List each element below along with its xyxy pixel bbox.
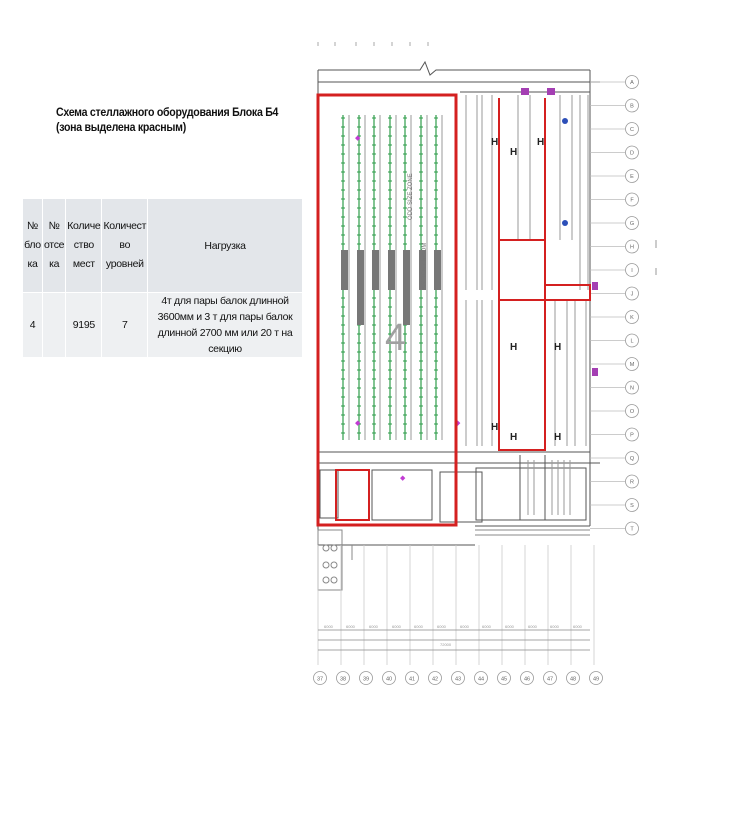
- svg-text:6000: 6000: [482, 624, 491, 629]
- svg-text:40: 40: [385, 676, 393, 683]
- block-4-outline: [318, 95, 456, 525]
- column-axis-bubble: [475, 672, 488, 685]
- svg-text:D: D: [630, 150, 634, 157]
- column-axis-bubble: [498, 672, 511, 685]
- svg-text:37: 37: [316, 676, 324, 683]
- svg-text:H: H: [630, 244, 634, 251]
- svg-text:38: 38: [339, 676, 347, 683]
- svg-text:H: H: [554, 432, 562, 443]
- plan-structure: [318, 42, 656, 665]
- header-places: Количе ство мест: [66, 199, 102, 293]
- marker-icon: ◆: [455, 420, 461, 427]
- rack-row: [372, 115, 380, 440]
- svg-text:6000: 6000: [528, 624, 537, 629]
- cell-places: 9195: [66, 293, 102, 358]
- svg-text:6000: 6000: [573, 624, 582, 629]
- title-line-2: (зона выделена красным): [56, 122, 186, 134]
- header-levels: Количест во уровней: [102, 199, 148, 293]
- row-axis-bubble: [590, 76, 639, 89]
- column-axis-bubble: [360, 672, 373, 685]
- column-axis-bubble: [314, 672, 327, 685]
- row-axis-bubble: [590, 405, 639, 418]
- svg-text:G: G: [629, 221, 635, 227]
- row-axis-bubble: [590, 123, 639, 136]
- zone-number-label: 4: [385, 317, 407, 359]
- svg-text:H: H: [554, 342, 562, 353]
- svg-text:E: E: [630, 174, 634, 180]
- svg-text:H: H: [510, 147, 518, 158]
- column-axis-bubble: [337, 672, 350, 685]
- column-axis-bubble: [429, 672, 442, 685]
- header-load: Нагрузка: [148, 199, 303, 293]
- svg-text:6000: 6000: [414, 624, 423, 629]
- svg-text:L: L: [630, 338, 634, 345]
- svg-text:47: 47: [546, 676, 554, 683]
- row-axis-bubble: [590, 311, 639, 324]
- svg-text:72000: 72000: [440, 642, 452, 647]
- cell-levels: 7: [102, 293, 148, 358]
- header-block: № бло ка: [23, 199, 43, 293]
- svg-text:6000: 6000: [369, 624, 378, 629]
- rack-row: [341, 115, 349, 440]
- row-axis-bubble: [590, 264, 639, 277]
- rack-row: [434, 115, 442, 440]
- svg-text:46: 46: [523, 676, 531, 683]
- row-axis-bubble: [590, 240, 639, 253]
- svg-text:49: 49: [592, 676, 600, 683]
- svg-text:I: I: [631, 268, 633, 274]
- row-axis-bubble: [590, 381, 639, 394]
- svg-text:J: J: [630, 291, 634, 298]
- svg-text:6000: 6000: [324, 624, 333, 629]
- cell-load: 4т для пары балок длинной 3600мм и 3 т для пары балок длинной 2700 мм или 20 т на секцию: [148, 293, 303, 358]
- svg-text:44: 44: [477, 676, 485, 683]
- highlight-zone: [318, 95, 456, 525]
- svg-text:O: O: [629, 409, 635, 415]
- row-axis-bubble: [590, 334, 639, 347]
- rack-row: [388, 115, 396, 440]
- svg-text:B: B: [630, 103, 634, 110]
- svg-text:6000: 6000: [550, 624, 559, 629]
- column-axis-bubble: [567, 672, 580, 685]
- rack-row: [403, 115, 411, 440]
- svg-text:6000: 6000: [505, 624, 514, 629]
- svg-text:A: A: [630, 80, 634, 86]
- row-axis-bubble: [590, 217, 639, 230]
- svg-text:C: C: [630, 127, 634, 133]
- row-axis-bubble: [590, 99, 639, 112]
- column-axis-bubble: [521, 672, 534, 685]
- title-line-1: Схема стеллажного оборудования Блока Б4: [56, 107, 279, 119]
- svg-text:42: 42: [431, 676, 439, 683]
- svg-text:Q: Q: [629, 456, 635, 462]
- svg-text:H: H: [510, 342, 518, 353]
- marker-icon: ◆: [400, 475, 406, 482]
- column-axis-bubble: [406, 672, 419, 685]
- rack-row: [357, 115, 365, 440]
- svg-text:6000: 6000: [346, 624, 355, 629]
- row-axis-bubble: [590, 475, 639, 488]
- column-axis-bubble: [452, 672, 465, 685]
- header-section: № отсе ка: [43, 199, 66, 293]
- svg-text:43: 43: [454, 676, 462, 683]
- column-axis-bubble: [544, 672, 557, 685]
- row-axis-bubble: [590, 193, 639, 206]
- svg-text:N: N: [630, 385, 634, 392]
- svg-text:H: H: [510, 432, 518, 443]
- svg-text:45: 45: [500, 676, 508, 683]
- svg-text:H: H: [537, 137, 545, 148]
- svg-text:41: 41: [408, 676, 416, 683]
- svg-text:H: H: [491, 422, 499, 433]
- svg-text:39: 39: [362, 676, 370, 683]
- row-axis-bubble: [590, 170, 639, 183]
- cell-block: 4: [23, 293, 43, 358]
- svg-text:P: P: [630, 432, 634, 439]
- svg-text:M: M: [629, 362, 635, 368]
- column-axis-bubble: [383, 672, 396, 685]
- svg-text:T: T: [630, 526, 634, 533]
- block-4-annex-outline: [336, 470, 369, 520]
- odd-size-zone-label: ODD SIZE ZONE: [408, 173, 414, 220]
- svg-text:H: H: [491, 137, 499, 148]
- svg-text:K: K: [630, 315, 634, 321]
- svg-text:S: S: [630, 503, 634, 509]
- column-axis-bubble: [590, 672, 603, 685]
- battery-room-label: BATTERY ROOM: [422, 242, 428, 290]
- row-axis-bubble: [590, 146, 639, 159]
- marker-icon: ◆: [355, 135, 361, 142]
- svg-text:F: F: [630, 197, 634, 204]
- svg-text:R: R: [630, 479, 634, 486]
- svg-text:6000: 6000: [392, 624, 401, 629]
- svg-text:48: 48: [569, 676, 577, 683]
- row-axis-bubble: [590, 499, 639, 512]
- svg-text:6000: 6000: [437, 624, 446, 629]
- row-axis-bubble: [590, 428, 639, 441]
- marker-icon: ◆: [355, 420, 361, 427]
- svg-text:6000: 6000: [460, 624, 469, 629]
- row-axis-bubble: [590, 522, 639, 535]
